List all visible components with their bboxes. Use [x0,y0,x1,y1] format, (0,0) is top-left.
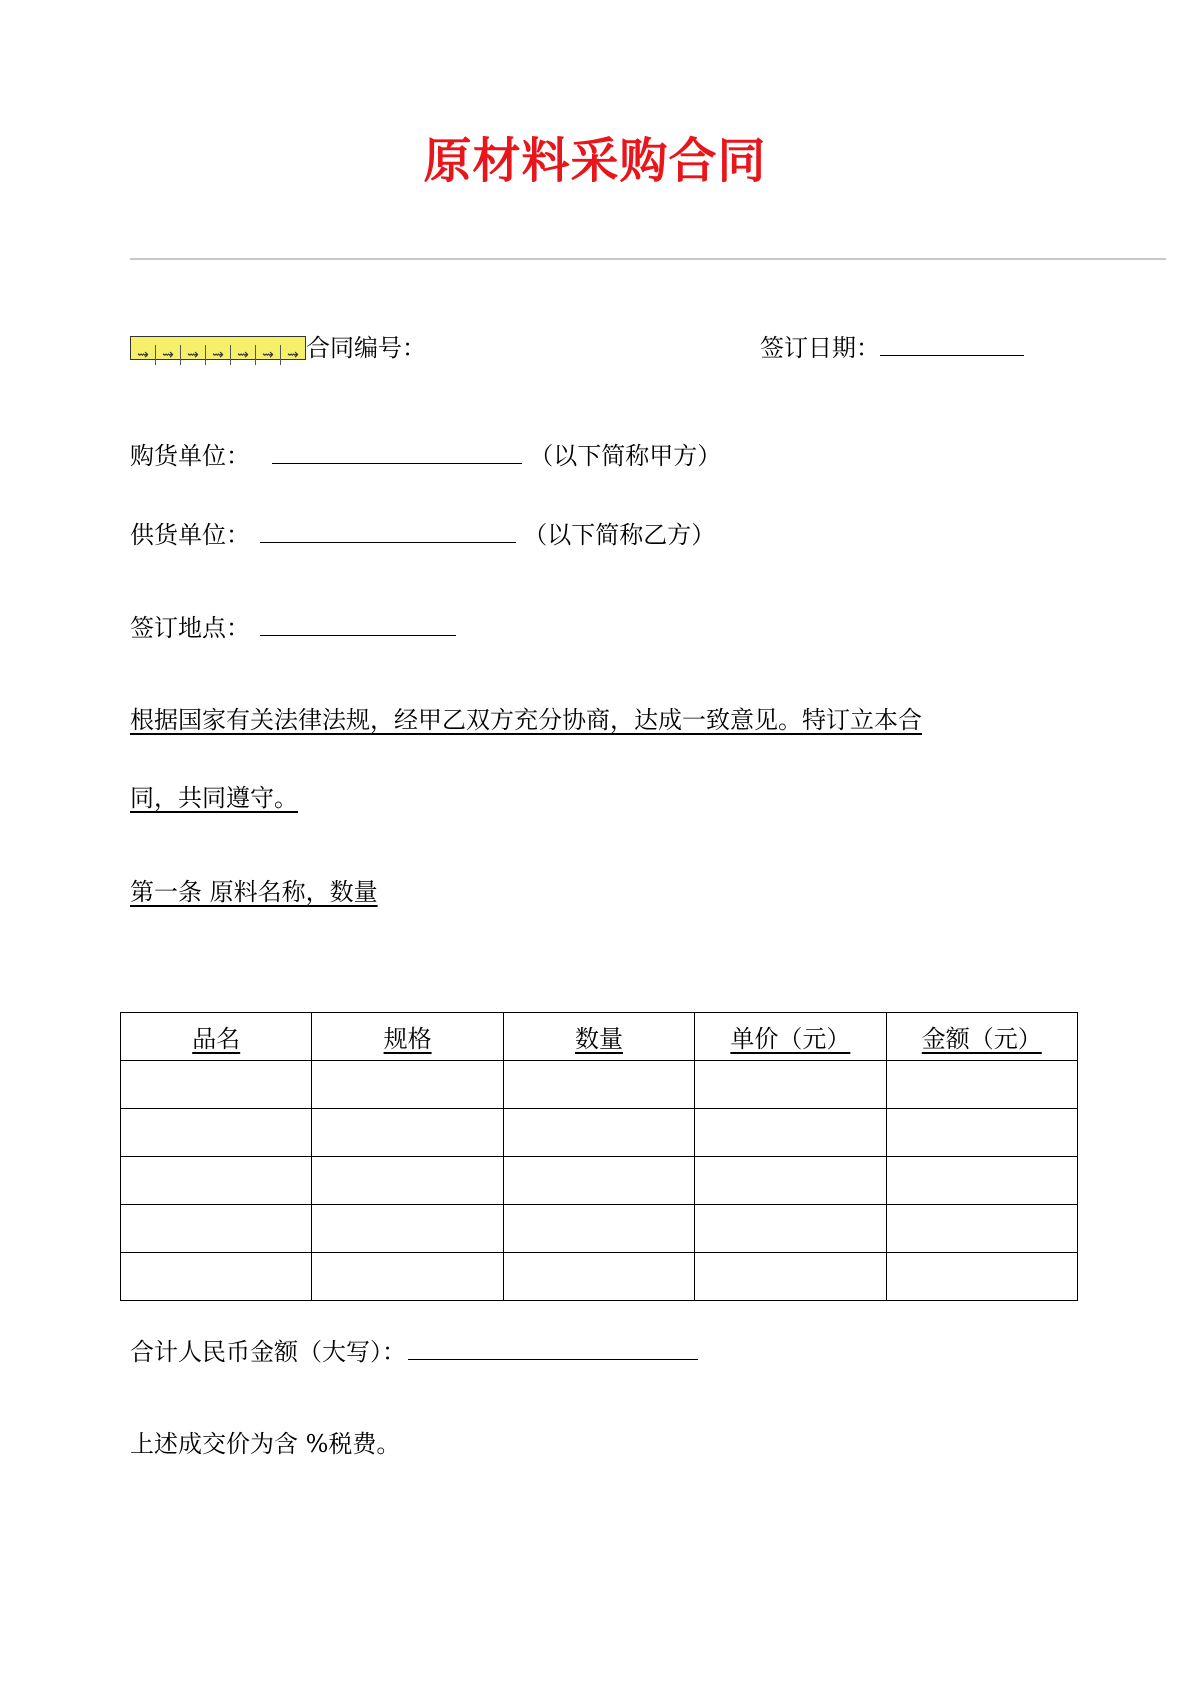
place-blank[interactable] [260,634,456,636]
table-cell[interactable] [312,1205,503,1253]
place-row [130,608,456,643]
title-divider [130,258,1166,260]
form-field-icon: ⇝ [156,345,181,365]
table-cell[interactable] [886,1061,1077,1109]
table-cell[interactable] [886,1109,1077,1157]
table-cell[interactable] [312,1157,503,1205]
form-field-icon: ⇝ [256,345,281,365]
form-field-icon: ⇝ [231,345,256,365]
table-row [121,1061,1078,1109]
form-field-icon: ⇝ [181,345,206,365]
table-cell[interactable] [121,1109,312,1157]
table-row [121,1253,1078,1301]
table-header-row [121,1013,1078,1061]
contract-number-row [130,328,426,363]
table-cell[interactable] [312,1109,503,1157]
contract-number-label: 合同编号： [306,334,426,362]
seller-label: 供货单位： [130,521,250,549]
table-cell[interactable] [503,1205,694,1253]
table-cell[interactable] [121,1157,312,1205]
header-amount: 金额（元） [886,1013,1077,1061]
header-specification: 规格 [312,1013,503,1061]
table-cell[interactable] [503,1061,694,1109]
header-product-name: 品名 [121,1013,312,1061]
table-row [121,1205,1078,1253]
form-field-icon: ⇝ [206,345,231,365]
total-amount-label: 合计人民币金额（大写）： [130,1338,406,1366]
preamble-line-2: 同，共同遵守。 [130,784,298,812]
table-cell[interactable] [121,1205,312,1253]
header-quantity: 数量 [503,1013,694,1061]
form-field-markers [130,336,306,363]
table-cell[interactable] [695,1109,886,1157]
table-cell[interactable] [503,1157,694,1205]
sign-date-blank[interactable] [880,354,1024,356]
table-row [121,1157,1078,1205]
total-amount-row [130,1332,698,1367]
sign-date-label: 签订日期： [760,334,880,362]
goods-table [120,1012,1078,1301]
seller-row [130,515,715,550]
table-cell[interactable] [312,1061,503,1109]
buyer-blank[interactable] [272,462,522,464]
table-cell[interactable] [695,1061,886,1109]
table-cell[interactable] [886,1205,1077,1253]
seller-blank[interactable] [260,541,516,543]
table-cell[interactable] [886,1157,1077,1205]
article-1-heading: 第一条 原料名称，数量 [130,878,378,906]
seller-suffix: （以下简称乙方） [523,521,716,549]
document-title: 原材料采购合同 [423,133,767,189]
form-field-icon: ⇝ [131,345,156,365]
tax-statement: 上述成交价为含 %税费。 [130,1430,401,1458]
buyer-suffix: （以下简称甲方） [529,442,722,470]
table-cell[interactable] [695,1253,886,1301]
table-cell[interactable] [503,1109,694,1157]
sign-date-row [760,328,1024,363]
total-amount-blank[interactable] [408,1358,698,1360]
table-cell[interactable] [695,1205,886,1253]
form-field-icon: ⇝ [287,347,299,363]
table-cell[interactable] [121,1061,312,1109]
place-label: 签订地点： [130,614,250,642]
table-cell[interactable] [503,1253,694,1301]
table-row [121,1109,1078,1157]
table-cell[interactable] [121,1253,312,1301]
table-cell[interactable] [886,1253,1077,1301]
table-cell[interactable] [312,1253,503,1301]
table-cell[interactable] [695,1157,886,1205]
header-unit-price: 单价（元） [695,1013,886,1061]
buyer-label: 购货单位： [130,442,250,470]
buyer-row [130,436,721,471]
preamble-line-1: 根据国家有关法律法规，经甲乙双方充分协商，达成一致意见。特订立本合 [130,706,922,734]
